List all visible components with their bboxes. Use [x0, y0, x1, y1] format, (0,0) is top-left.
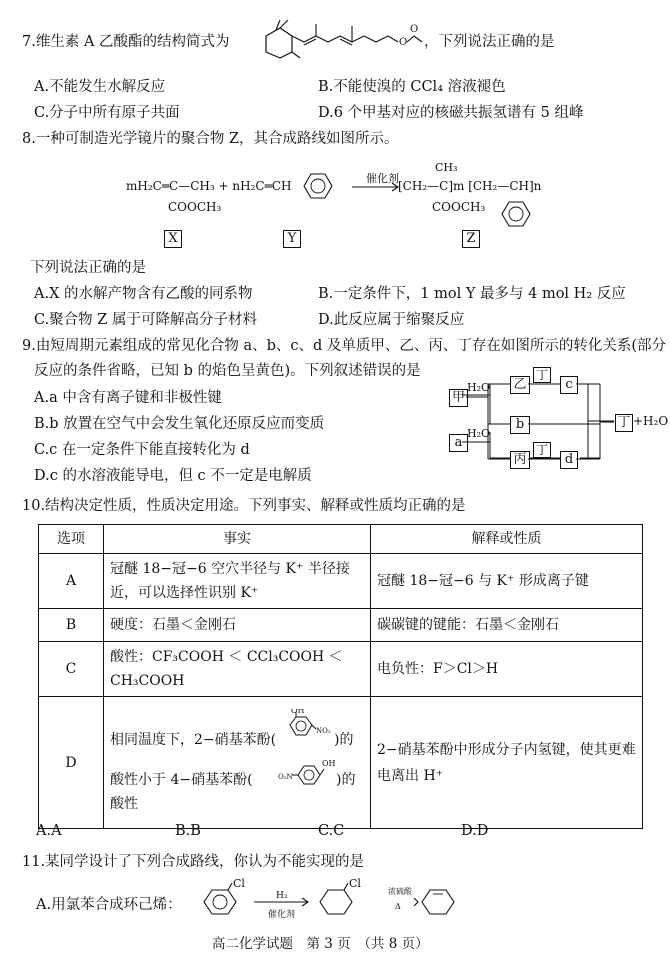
q7-option-d: D.6 个甲基对应的核磁共振氢谱有 5 组峰	[318, 105, 584, 121]
label-x-box: X	[164, 230, 182, 248]
q10-answer-c: C.C	[318, 823, 345, 839]
q9-option-b: B.b 放置在空气中会发生氧化还原反应而变质	[34, 416, 325, 432]
q9-stem-line2: 反应的条件省略，已知 b 的焰色呈黄色)。下列叙述错误的是	[34, 363, 421, 379]
q8-polymer-methyl: CH₃	[435, 161, 458, 174]
q9-option-d: D.c 的水溶液能导电，但 c 不一定是电解质	[34, 468, 312, 484]
row-c-option: C	[39, 642, 104, 697]
q9-diagram-connectors	[440, 362, 665, 474]
q10-answer-a: A.A	[36, 823, 62, 839]
node-ding-right: 丁	[615, 414, 633, 432]
h2o-label-top: H₂O	[467, 381, 491, 394]
q8-option-a: A.X 的水解产物含有乙酸的同系物	[34, 286, 253, 302]
retinyl-acetate-structure	[246, 14, 424, 62]
q8-polymer-ester: COOCH₃	[432, 200, 486, 214]
row-b-option: B	[39, 609, 104, 642]
q7-option-b: B.不能使溴的 CCl₄ 溶液褪色	[318, 79, 506, 95]
row-d-explanation: 2−硝基苯酚中形成分子内氢键，使其更难电离出 H⁺	[371, 697, 643, 829]
row-b-explanation: 碳碳键的键能：石墨＜金刚石	[371, 609, 643, 642]
table-row	[39, 609, 643, 642]
node-bing: 丙	[510, 451, 530, 469]
benzene-ring-y	[296, 168, 336, 208]
q11-chlorobenzene-cl: Cl	[233, 877, 245, 890]
row-a-option: A	[39, 554, 104, 609]
row-d-fact	[104, 697, 371, 829]
node-a: a	[449, 434, 468, 452]
table-row	[39, 642, 643, 697]
node-ding-top: 丁	[533, 367, 551, 383]
q7-stem-suffix: ，下列说法正确的是	[424, 34, 555, 50]
row-c-explanation: 电负性：F＞Cl＞H	[371, 642, 643, 697]
q11-stem: 11.某同学设计了下列合成路线，你认为不能实现的是	[22, 854, 365, 870]
q8-stem: 8.一种可制造光学镜片的聚合物 Z，其合成路线如图所示。	[22, 131, 399, 147]
table-row	[39, 697, 643, 829]
row-c-fact: 酸性：CF₃COOH ＜ CCl₃COOH ＜ CH₃COOH	[104, 642, 371, 697]
q11-catalyst-label: 催化剂	[268, 910, 296, 920]
label-z-box: Z	[462, 230, 480, 248]
q10-answer-b: B.B	[175, 823, 201, 839]
table-row	[39, 554, 643, 609]
q10-stem: 10.结构决定性质，性质决定用途。下列事实、解释或性质均正确的是	[22, 498, 466, 514]
label-y-box: Y	[283, 230, 301, 248]
q8-catalyst: 催化剂	[366, 172, 399, 185]
svg-text:NO₂: NO₂	[316, 726, 331, 735]
4-nitrophenol-structure	[276, 753, 336, 789]
q10-answer-d: D.D	[461, 823, 489, 839]
node-b: b	[510, 416, 530, 434]
svg-text:O₂N: O₂N	[278, 772, 293, 781]
q8-monomers: mH₂C═C—CH₃ + nH₂C═CH	[126, 179, 292, 193]
row-d-option: D	[39, 697, 104, 829]
node-ding-bottom: 丁	[533, 442, 551, 458]
benzene-ring-z	[494, 196, 534, 236]
header-option: 选项	[39, 525, 104, 554]
q10-table	[38, 524, 643, 829]
q7-option-a: A.不能发生水解反应	[34, 79, 166, 95]
q9-stem-line1: 9.由短周期元素组成的常见化合物 a、b、c、d 及单质甲、乙、丙、丁存在如图所示的转化关系(部分	[22, 338, 667, 354]
q11-heat-label: Δ	[395, 902, 401, 911]
row-b-fact: 硬度：石墨＜金刚石	[104, 609, 371, 642]
retinyl-carbonyl-o: O	[410, 24, 419, 35]
svg-text:OH: OH	[291, 708, 305, 715]
svg-text:OH: OH	[322, 758, 336, 768]
header-fact: 事实	[104, 525, 371, 554]
node-jia: 甲	[449, 389, 468, 407]
q7-option-c: C.分子中所有原子共面	[34, 105, 180, 121]
page-footer: 高二化学试题 第 3 页 （共 8 页）	[212, 936, 429, 952]
retinyl-o-label: O	[399, 37, 408, 48]
q11-reagent-label: 浓硫酸	[388, 887, 412, 896]
row-d-fact-part4: )的	[336, 771, 356, 788]
row-d-fact-part5: 酸性	[110, 795, 138, 812]
q8-reaction-arrow	[350, 182, 402, 192]
2-nitrophenol-structure	[276, 709, 334, 745]
q8-option-c: C.聚合物 Z 属于可降解高分子材料	[34, 312, 257, 328]
q9-option-a: A.a 中含有离子键和非极性键	[34, 390, 222, 406]
node-d: d	[560, 451, 578, 469]
row-d-fact-part2: )的	[334, 731, 354, 748]
q8-option-d: D.此反应属于缩聚反应	[318, 312, 465, 328]
table-header-row	[39, 525, 643, 554]
q11-chlorocyclohexane-cl: Cl	[349, 877, 361, 890]
q11-h2-label: H₂	[276, 891, 288, 901]
row-d-fact-part1: 相同温度下，2−硝基苯酚(	[110, 731, 277, 748]
row-a-fact: 冠醚 18−冠−6 空穴半径与 K⁺ 半径接近，可以选择性识别 K⁺	[104, 554, 371, 609]
q8-ask: 下列说法正确的是	[30, 260, 146, 276]
q8-option-b: B.一定条件下，1 mol Y 最多与 4 mol H₂ 反应	[318, 286, 626, 302]
node-yi: 乙	[510, 376, 530, 394]
q8-monomer-x-ester: COOCH₃	[168, 200, 222, 214]
q9-option-c: C.c 在一定条件下能直接转化为 d	[34, 442, 250, 458]
row-d-fact-part3: 酸性小于 4−硝基苯酚(	[110, 771, 253, 788]
q7-stem-prefix: 7.维生素 A 乙酸酯的结构简式为	[22, 34, 230, 50]
node-c: c	[560, 376, 578, 394]
row-a-explanation: 冠醚 18−冠−6 与 K⁺ 形成离子键	[371, 554, 643, 609]
header-explanation: 解释或性质	[371, 525, 643, 554]
q8-polymer-main: [CH₂—C]m [CH₂—CH]n	[398, 179, 542, 193]
plus-h2o-label: +H₂O	[633, 414, 669, 428]
h2o-label-bottom: H₂O	[467, 427, 491, 440]
q11-option-a: A.用氯苯合成环己烯：	[36, 897, 182, 913]
